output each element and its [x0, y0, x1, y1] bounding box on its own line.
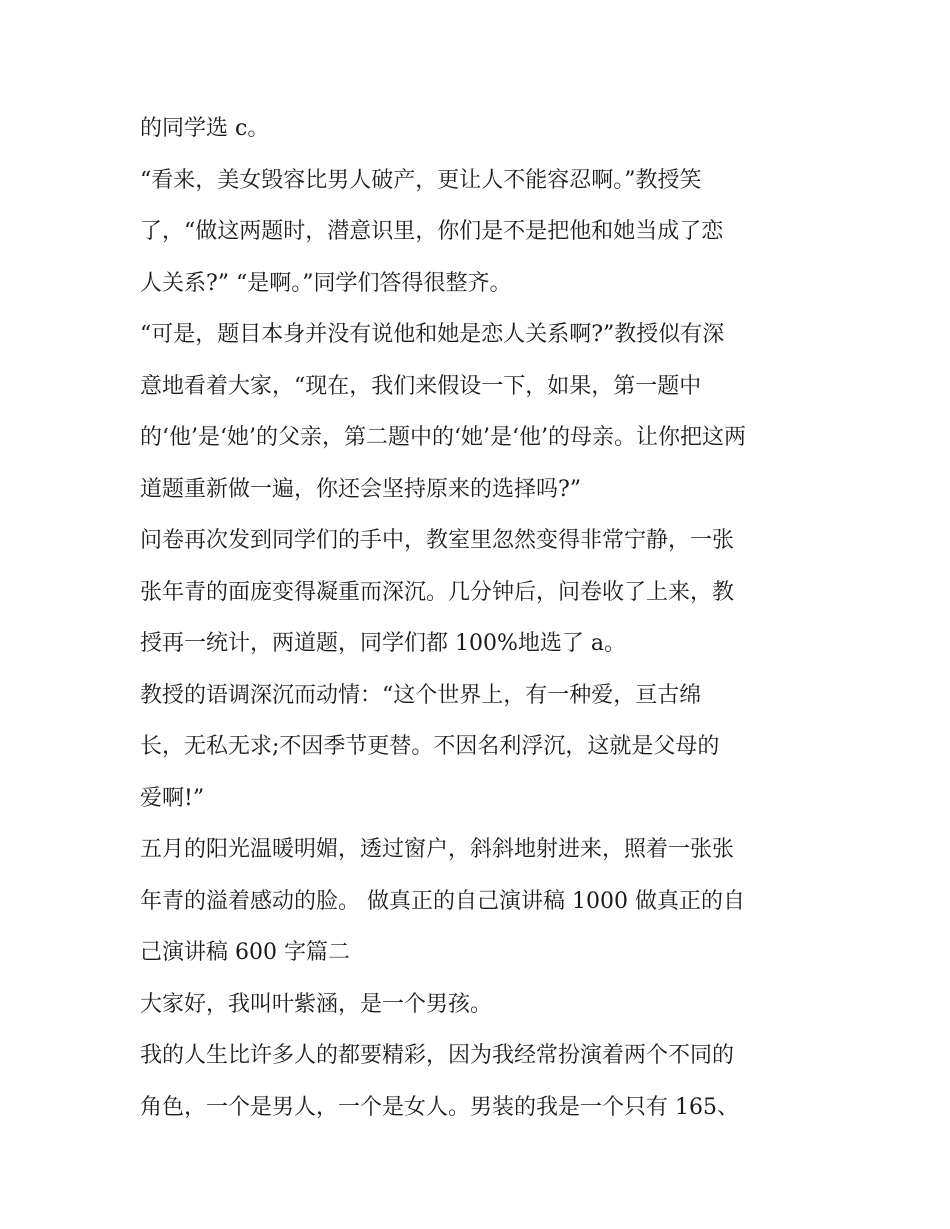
text-line: 爱啊!”	[140, 785, 205, 811]
text-line: 了，“做这两题时，潜意识里，你们是不是把他和她当成了恋	[140, 219, 724, 244]
text-line: 己演讲稿 600 字篇二	[140, 940, 350, 965]
text-line: 我的人生比许多人的都要精彩，因为我经常扮演着两个不同的	[140, 1043, 735, 1068]
text-line: “看来，美女毁容比男人破产，更让人不能容忍啊。”教授笑	[140, 167, 702, 193]
text-line: 五月的阳光温暖明媚，透过窗户，斜斜地射进来，照着一张张	[140, 837, 735, 862]
text-line: 大家好，我叫叶紫涵，是一个男孩。	[140, 991, 493, 1017]
text-line: 意地看着大家，“现在，我们来假设一下，如果，第一题中	[140, 373, 702, 399]
text-line: 授再一统计，两道题，同学们都 100%地选了 a。	[140, 631, 626, 656]
body-text	[140, 106, 820, 1136]
text-line: 问卷再次发到同学们的手中，教室里忽然变得非常宁静，一张	[140, 528, 735, 553]
text-line: 角色，一个是男人，一个是女人。男装的我是一个只有 165、	[140, 1094, 739, 1120]
text-line: 年青的溢着感动的脸。 做真正的自己演讲稿 1000 做真正的自	[140, 888, 745, 914]
text-line: “可是，题目本身并没有说他和她是恋人关系啊?”教授似有深	[140, 322, 725, 347]
text-line: 人关系?” “是啊。”同学们答得很整齐。	[140, 270, 512, 296]
text-line: 的同学选 c。	[140, 116, 270, 141]
text-line: 张年青的面庞变得凝重而深沉。几分钟后，问卷收了上来，教	[140, 579, 735, 605]
text-line: 教授的语调深沉而动情：“这个世界上，有一种爱，亘古绵	[140, 682, 702, 708]
text-line: 的‘他’是‘她’的父亲，第二题中的‘她’是‘他’的母亲。让你把这两	[140, 425, 746, 450]
text-line: 道题重新做一遍，你还会坚持原来的选择吗?”	[140, 476, 582, 502]
text-line: 长，无私无求;不因季节更替。不因名利浮沉，这就是父母的	[140, 734, 720, 759]
